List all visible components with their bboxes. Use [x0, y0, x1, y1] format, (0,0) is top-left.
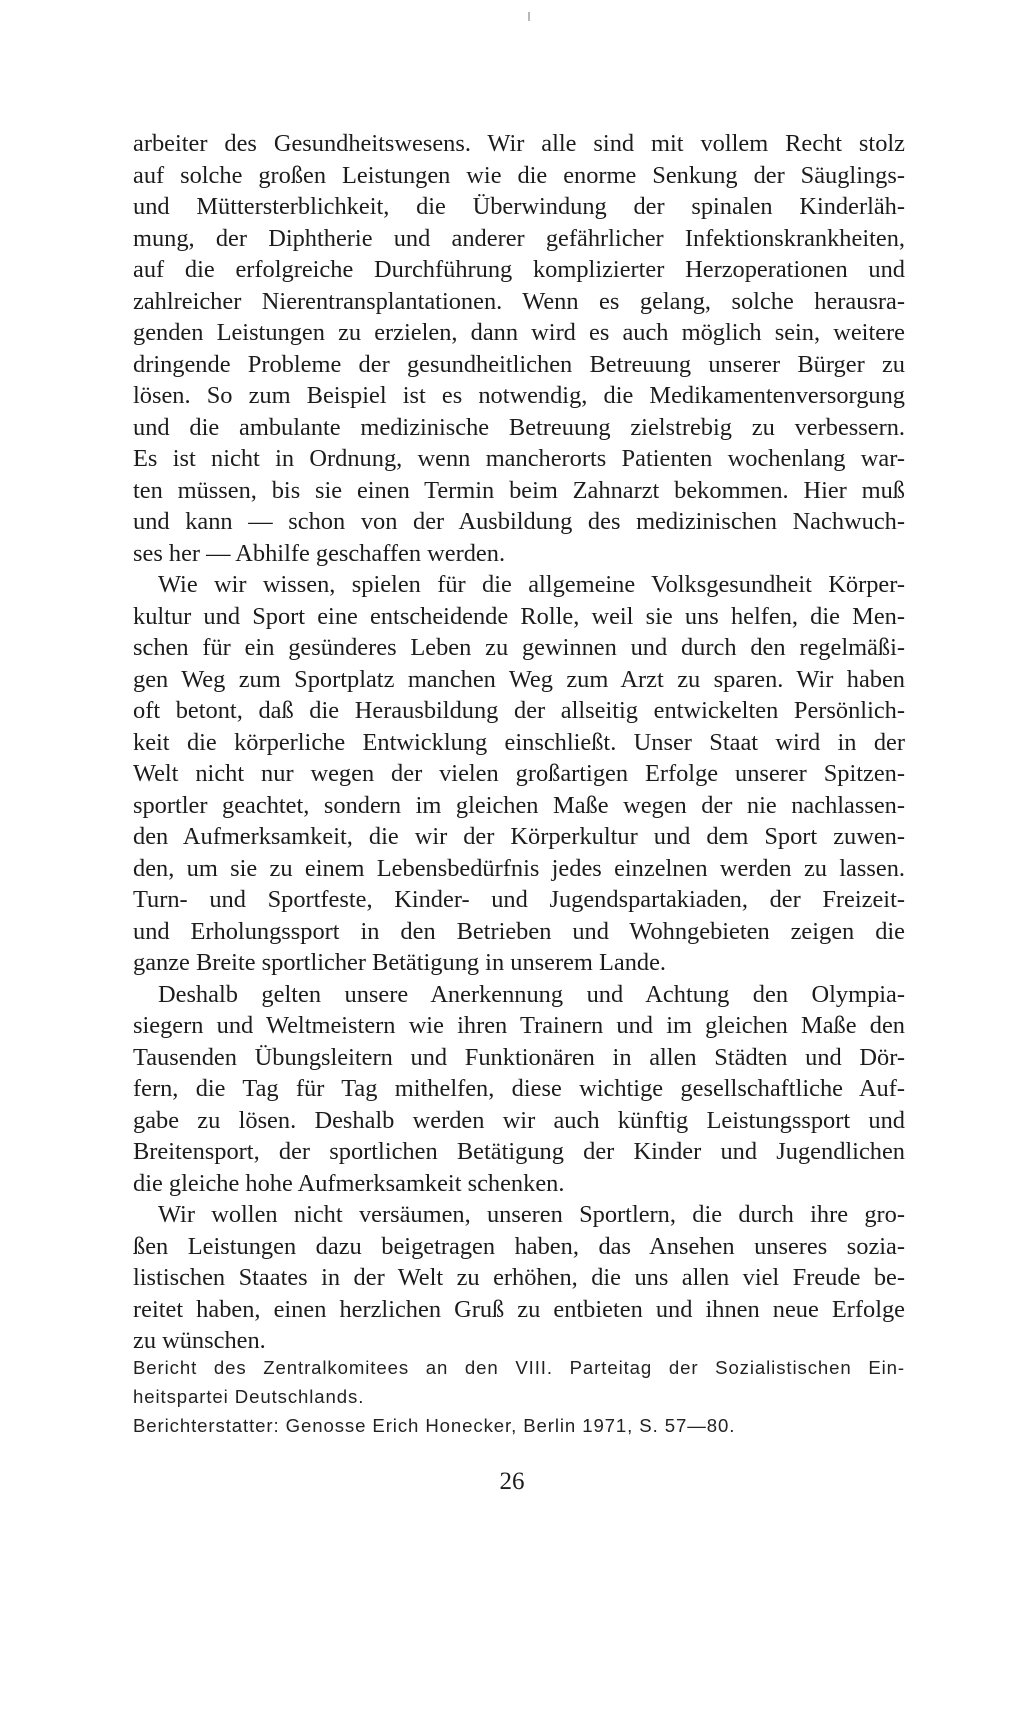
citation-line: Berichterstatter: Genosse Erich Honecker, Berlin 1971, S. 57—80.	[133, 1415, 736, 1436]
text-line: auf die erfolgreiche Durchführung komplizierter Herzoperationen und	[133, 256, 905, 283]
text-line: den, um sie zu einem Lebensbedürfnis jedes einzelnen werden zu lassen.	[133, 854, 905, 882]
text-line: Deshalb gelten unsere Anerkennung und Achtung den Olympia-	[158, 980, 905, 1008]
text-line: Tausenden Übungsleitern und Funktionären in allen Städten und Dör-	[133, 1043, 905, 1071]
body-text	[133, 128, 905, 1357]
citation-block	[133, 1353, 905, 1440]
text-line: Wir wollen nicht versäumen, unseren Sportlern, die durch ihre gro-	[158, 1201, 905, 1228]
text-line: schen für ein gesünderes Leben zu gewinnen und durch den regelmäßi-	[133, 634, 905, 661]
text-line: Welt nicht nur wegen der vielen großartigen Erfolge unserer Spitzen-	[133, 760, 905, 787]
citation-line: Bericht des Zentralkomitees an den VIII. Parteitag der Sozialistischen Ein-	[133, 1357, 905, 1378]
text-line: oft betont, daß die Herausbildung der allseitig entwickelten Persönlich-	[133, 697, 905, 724]
paragraph	[133, 979, 905, 1200]
text-line: reitet haben, einen herzlichen Gruß zu entbieten und ihnen neue Erfolge	[133, 1295, 905, 1323]
paragraph	[133, 569, 905, 979]
text-line: ten müssen, bis sie einen Termin beim Zahnarzt bekommen. Hier muß	[133, 476, 905, 504]
text-line: ßen Leistungen dazu beigetragen haben, das Ansehen unseres sozia-	[133, 1232, 905, 1260]
text-line: Turn- und Sportfeste, Kinder- und Jugendspartakiaden, der Freizeit-	[133, 886, 905, 913]
text-line: kultur und Sport eine entscheidende Rolle, weil sie uns helfen, die Men-	[133, 602, 905, 630]
text-line: die gleiche hohe Aufmerksamkeit schenken.	[133, 1169, 565, 1197]
paragraph	[133, 128, 905, 569]
text-line: Wie wir wissen, spielen für die allgemeine Volksgesundheit Körper-	[158, 571, 905, 598]
scan-mark	[528, 12, 530, 21]
text-line: genden Leistungen zu erzielen, dann wird es auch möglich sein, weitere	[133, 319, 905, 346]
text-line: und Müttersterblichkeit, die Überwindung der spinalen Kinderläh-	[133, 193, 905, 220]
text-line: keit die körperliche Entwicklung einschließt. Unser Staat wird in der	[133, 728, 905, 756]
text-line: gen Weg zum Sportplatz manchen Weg zum Arzt zu sparen. Wir haben	[133, 665, 905, 693]
text-line: mung, der Diphtherie und anderer gefährlicher Infektionskrankheiten,	[133, 224, 905, 252]
text-line: den Aufmerksamkeit, die wir der Körperkultur und dem Sport zuwen-	[133, 823, 905, 850]
text-line: listischen Staates in der Welt zu erhöhen, die uns allen viel Freude be-	[133, 1264, 905, 1291]
text-line: fern, die Tag für Tag mithelfen, diese wichtige gesellschaftliche Auf-	[133, 1075, 905, 1102]
text-line: lösen. So zum Beispiel ist es notwendig, die Medikamentenversorgung	[133, 382, 905, 409]
text-line: siegern und Weltmeistern wie ihren Trainern und im gleichen Maße den	[133, 1012, 905, 1039]
text-line: arbeiter des Gesundheitswesens. Wir alle sind mit vollem Recht stolz	[133, 130, 905, 157]
text-line: auf solche großen Leistungen wie die enorme Senkung der Säuglings-	[133, 161, 905, 189]
paragraph	[133, 1199, 905, 1357]
text-line: und kann — schon von der Ausbildung des medizinischen Nachwuch-	[133, 508, 905, 535]
text-line: sportler geachtet, sondern im gleichen Maße wegen der nie nachlassen-	[133, 791, 905, 819]
page-number: 26	[499, 1468, 525, 1495]
text-line: zu wünschen.	[133, 1327, 266, 1354]
text-line: Breitensport, der sportlichen Betätigung der Kinder und Jugendlichen	[133, 1138, 905, 1165]
citation-line: heitspartei Deutschlands.	[133, 1386, 365, 1407]
text-line: dringende Probleme der gesundheitlichen Betreuung unserer Bürger zu	[133, 350, 905, 378]
text-line: ganze Breite sportlicher Betätigung in unserem Lande.	[133, 949, 667, 976]
text-line: und Erholungssport in den Betrieben und Wohngebieten zeigen die	[133, 917, 905, 945]
text-line: gabe zu lösen. Deshalb werden wir auch künftig Leistungssport und	[133, 1106, 905, 1134]
text-line: und die ambulante medizinische Betreuung zielstrebig zu verbessern.	[133, 413, 905, 441]
text-line: Es ist nicht in Ordnung, wenn mancherorts Patienten wochenlang war-	[133, 445, 905, 472]
text-line: ses her — Abhilfe geschaffen werden.	[133, 539, 506, 567]
text-line: zahlreicher Nierentransplantationen. Wenn es gelang, solche herausra-	[133, 287, 905, 315]
